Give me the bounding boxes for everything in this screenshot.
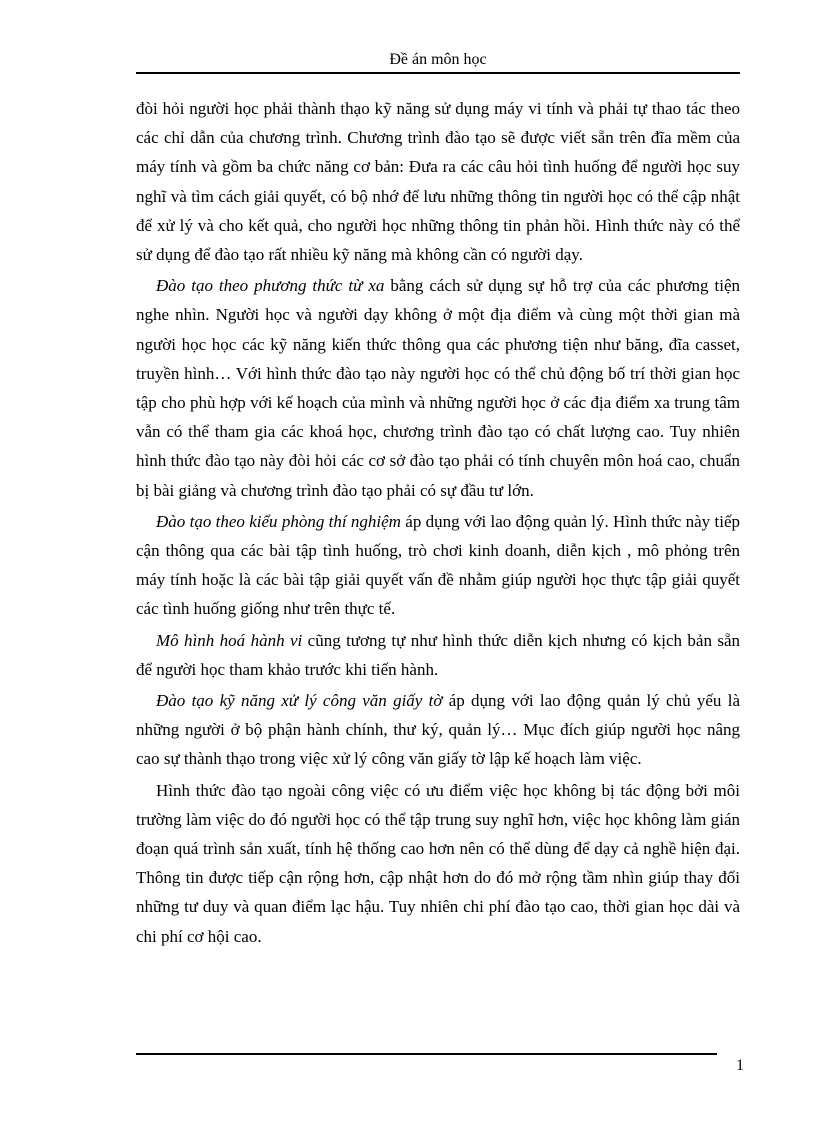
paragraph-laboratory-training <box>136 507 740 624</box>
paragraph-text: áp dụng với lao động quản lý. Hình thức này tiếp cận thông qua các bài tập tình huống, trò chơi kinh doanh, diễn kịch , mô phỏng trên máy tính hoặc là các bài tập giải quyết vấn đề nhằm giúp người học thực tập giải quyết các tình huống giống như trên thực tế. <box>136 511 740 619</box>
paragraph-paperwork-training <box>136 686 740 774</box>
footer-divider <box>136 1053 717 1055</box>
paragraph-text: bằng cách sử dụng sự hỗ trợ của các phương tiện nghe nhìn. Người học và người dạy không ở một địa điểm và cùng một thời gian mà người học học các kỹ năng kiến thức thông qua các phương tiện như băng, đĩa casset, truyền hình… Với hình thức đào tạo này người học có thể chủ động bố trí thời gian học tập cho phù hợp với kế hoạch của mình và những người học ở các địa điểm xa trung tâm vẫn có thể tham gia các khoá học, chương trình đào tạo có chất lượng cao. Tuy nhiên hình thức đào tạo này đòi hỏi các cơ sở đào tạo phải có tính chuyên môn hoá cao, chuẩn bị bài giảng và chương trình đào tạo phải có sự đầu tư lớn. <box>136 276 740 500</box>
paragraph-text: đòi hỏi người học phải thành thạo kỹ năng sử dụng máy vi tính và phải tự thao tác theo các chỉ dẫn của chương trình. Chương trình đào tạo sẽ được viết sẵn trên đĩa mềm của máy tính và gồm ba chức năng cơ bản: Đưa ra các câu hỏi tình huống để người học suy nghĩ và tìm cách giải quyết, có bộ nhớ để lưu những thông tin người học có thể cập nhật để xử lý và cho kết quả, cho người học những thông tin phản hồi. Hình thức này có thể sử dụng để đào tạo rất nhiều kỹ năng mà không cần có người dạy. <box>136 99 740 265</box>
document-body <box>136 94 740 951</box>
paragraph-distance-training <box>136 271 740 505</box>
header-divider <box>136 72 740 74</box>
paragraph-lead-term: Mô hình hoá hành vi <box>156 630 303 650</box>
paragraph-behavior-modeling <box>136 626 740 684</box>
paragraph-text: Hình thức đào tạo ngoài công việc có ưu điểm việc học không bị tác động bởi môi trường làm việc do đó người học có thể tập trung suy nghĩ hơn, việc học không làm gián đoạn quá trình sản xuất, tính hệ thống cao hơn nên có thể dùng để dạy cả nghề hiện đại. Thông tin được tiếp cận rộng hơn, cập nhật hơn do đó mở rộng tầm nhìn giúp thay đổi những tư duy và quan điểm lạc hậu. Tuy nhiên chi phí đào tạo cao, thời gian học dài và chi phí cơ hội cao. <box>136 780 740 946</box>
paragraph-text: cũng tương tự như hình thức diễn kịch nhưng có kịch bản sẵn để người học tham khảo trước khi tiến hành. <box>136 630 740 679</box>
paragraph-text: áp dụng với lao động quản lý chủ yếu là những người ở bộ phận hành chính, thư ký, quản lý… Mục đích giúp người học nâng cao sự thành thạo trong việc xử lý công văn giấy tờ lập kế hoạch làm việc. <box>136 691 740 769</box>
paragraph-lead-term: Đào tạo theo kiểu phòng thí nghiệm <box>156 511 401 531</box>
paragraph-off-job-summary <box>136 776 740 951</box>
paragraph-lead-term: Đào tạo theo phương thức từ xa <box>156 276 385 296</box>
paragraph-continuation <box>136 94 740 269</box>
page-number: 1 <box>736 1057 744 1074</box>
page-header-title: Đề án môn học <box>389 51 487 68</box>
paragraph-lead-term: Đào tạo kỹ năng xử lý công văn giấy tờ <box>156 691 443 711</box>
